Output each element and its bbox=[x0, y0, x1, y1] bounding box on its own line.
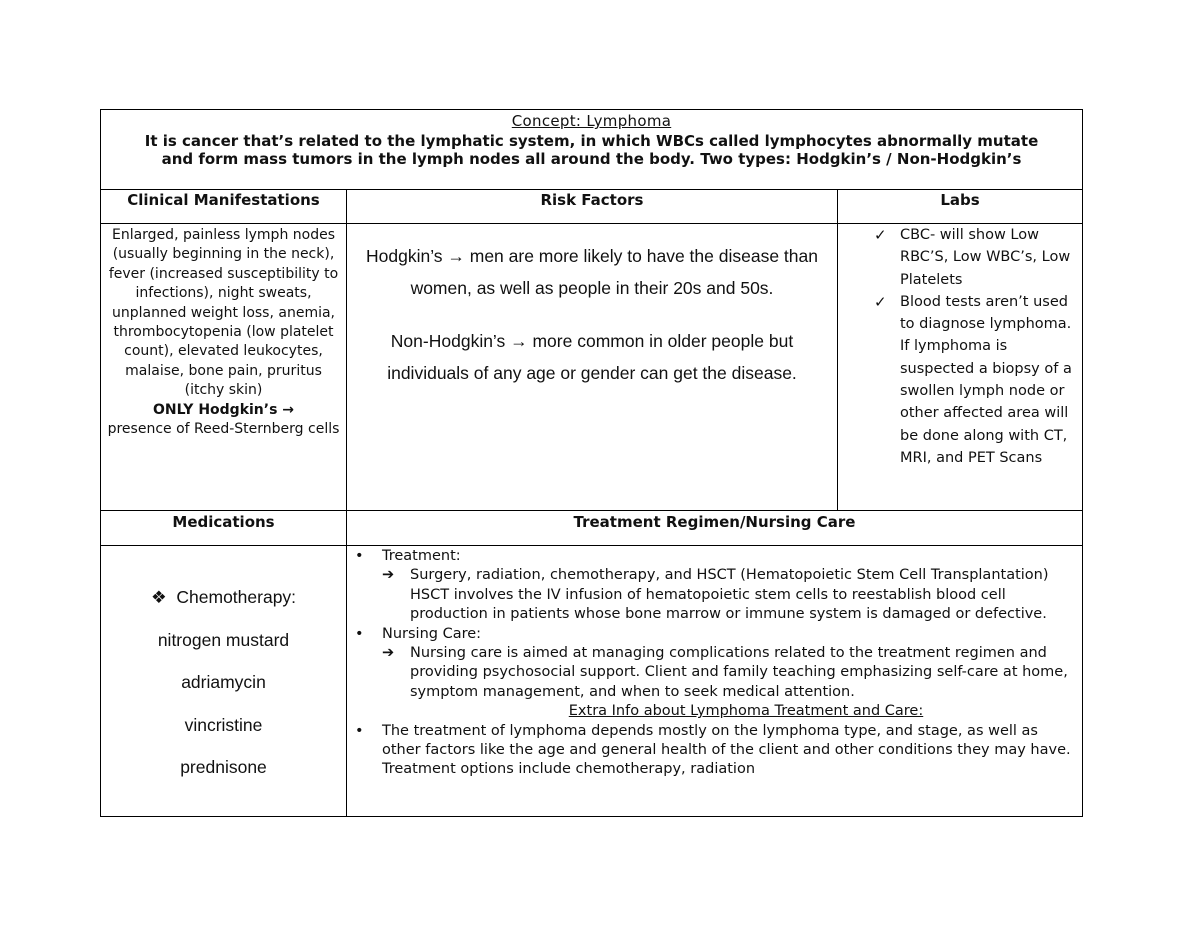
extra-info-heading: Extra Info about Lymphoma Treatment and Care: bbox=[568, 703, 924, 720]
list-item: ➔ Surgery, radiation, chemotherapy, and HSCT (Hematopoietic Stem Cell Transplantation) HSCT involves the IV infusion of hematopoietic stem cells to reestablish blood cell production in patients whose bone marrow or immune system is damaged or defective. bbox=[382, 567, 1049, 623]
drug-item: nitrogen mustard bbox=[157, 629, 290, 650]
checkmark-icon: ✓ bbox=[874, 292, 887, 311]
medications-cell bbox=[101, 546, 346, 816]
arrow-right-icon: ➔ bbox=[382, 567, 395, 584]
risk-hodgkin: Hodgkin’s → men are more likely to have the disease than women, as well as people in their 20s and 50s. bbox=[365, 246, 818, 298]
header-treatment: Treatment Regimen/Nursing Care bbox=[346, 511, 1082, 545]
clinical-text: Enlarged, painless lymph nodes (usually beginning in the neck), fever (increased susceptibility to infections), night sweats, unplanned weight loss, anemia, thrombocytopenia (low platelet count), elevated leukocytes, malaise, bone pain, pruritus (itchy skin) bbox=[108, 227, 339, 399]
concept-header bbox=[101, 110, 1082, 190]
clinical-reed-sternberg: presence of Reed-Sternberg cells bbox=[107, 421, 340, 438]
concept-title: Concept: Lymphoma bbox=[511, 112, 672, 130]
lymphoma-concept-map bbox=[100, 109, 1083, 817]
clinical-manifestations-cell bbox=[101, 224, 346, 510]
list-item: ✓ Blood tests aren’t used to diagnose lymphoma. If lymphoma is suspected a biopsy of a swollen lymph node or other affected area will be done along with CT, MRI, and PET Scans bbox=[874, 292, 1072, 466]
clinical-hodgkin-label: ONLY Hodgkin’s → bbox=[152, 401, 295, 418]
bullet-icon: • bbox=[355, 625, 364, 642]
risk-non-hodgkin: Non-Hodgkin’s → more common in older people but individuals of any age or gender can get the disease. bbox=[387, 331, 797, 383]
content-row-1 bbox=[101, 224, 1082, 511]
header-row-2 bbox=[101, 511, 1082, 546]
list-item: • Treatment: bbox=[347, 547, 1082, 566]
chemotherapy-heading: ❖ Chemotherapy: bbox=[150, 587, 297, 607]
list-item: ➔ Nursing care is aimed at managing complications related to the treatment regimen and providing psychosocial support. Client and family teaching emphasizing self-care at home, symptom management, and when to seek medical attention. bbox=[382, 645, 1068, 700]
labs-cell bbox=[837, 224, 1082, 510]
drug-item: adriamycin bbox=[181, 672, 266, 692]
drug-item: vincristine bbox=[184, 714, 263, 735]
drug-item: prednisone bbox=[180, 757, 267, 777]
diamond-bullet-icon: ❖ bbox=[150, 587, 167, 607]
header-medications: Medications bbox=[172, 513, 275, 531]
header-row-1 bbox=[101, 190, 1082, 224]
header-risk: Risk Factors bbox=[346, 190, 837, 223]
bullet-icon: • bbox=[355, 722, 364, 739]
risk-factors-cell bbox=[346, 224, 837, 510]
concept-definition: It is cancer that’s related to the lymphatic system, in which WBCs called lymphocytes abnormally mutate and form mass tumors in the lymph nodes all around the body. Two types: Hodgkin’s / Non-Hodgkin’s bbox=[144, 132, 1039, 168]
list-item: ✓ CBC- will show Low RBC’S, Low WBC’s, Low Platelets bbox=[874, 226, 1071, 288]
content-row-2 bbox=[101, 546, 1082, 816]
arrow-right-icon: ➔ bbox=[382, 645, 395, 662]
list-item: • The treatment of lymphoma depends mostly on the lymphoma type, and stage, as well as other factors like the age and general health of the client and other conditions they may have. Treatment options include chemotherapy, radiation bbox=[355, 722, 1071, 778]
header-clinical: Clinical Manifestations bbox=[127, 191, 320, 209]
bullet-icon: • bbox=[355, 548, 364, 564]
header-labs: Labs bbox=[837, 190, 1082, 223]
treatment-cell bbox=[346, 546, 1082, 816]
checkmark-icon: ✓ bbox=[874, 226, 887, 244]
list-item: • Nursing Care: bbox=[347, 625, 1082, 644]
labs-list bbox=[838, 224, 1082, 469]
